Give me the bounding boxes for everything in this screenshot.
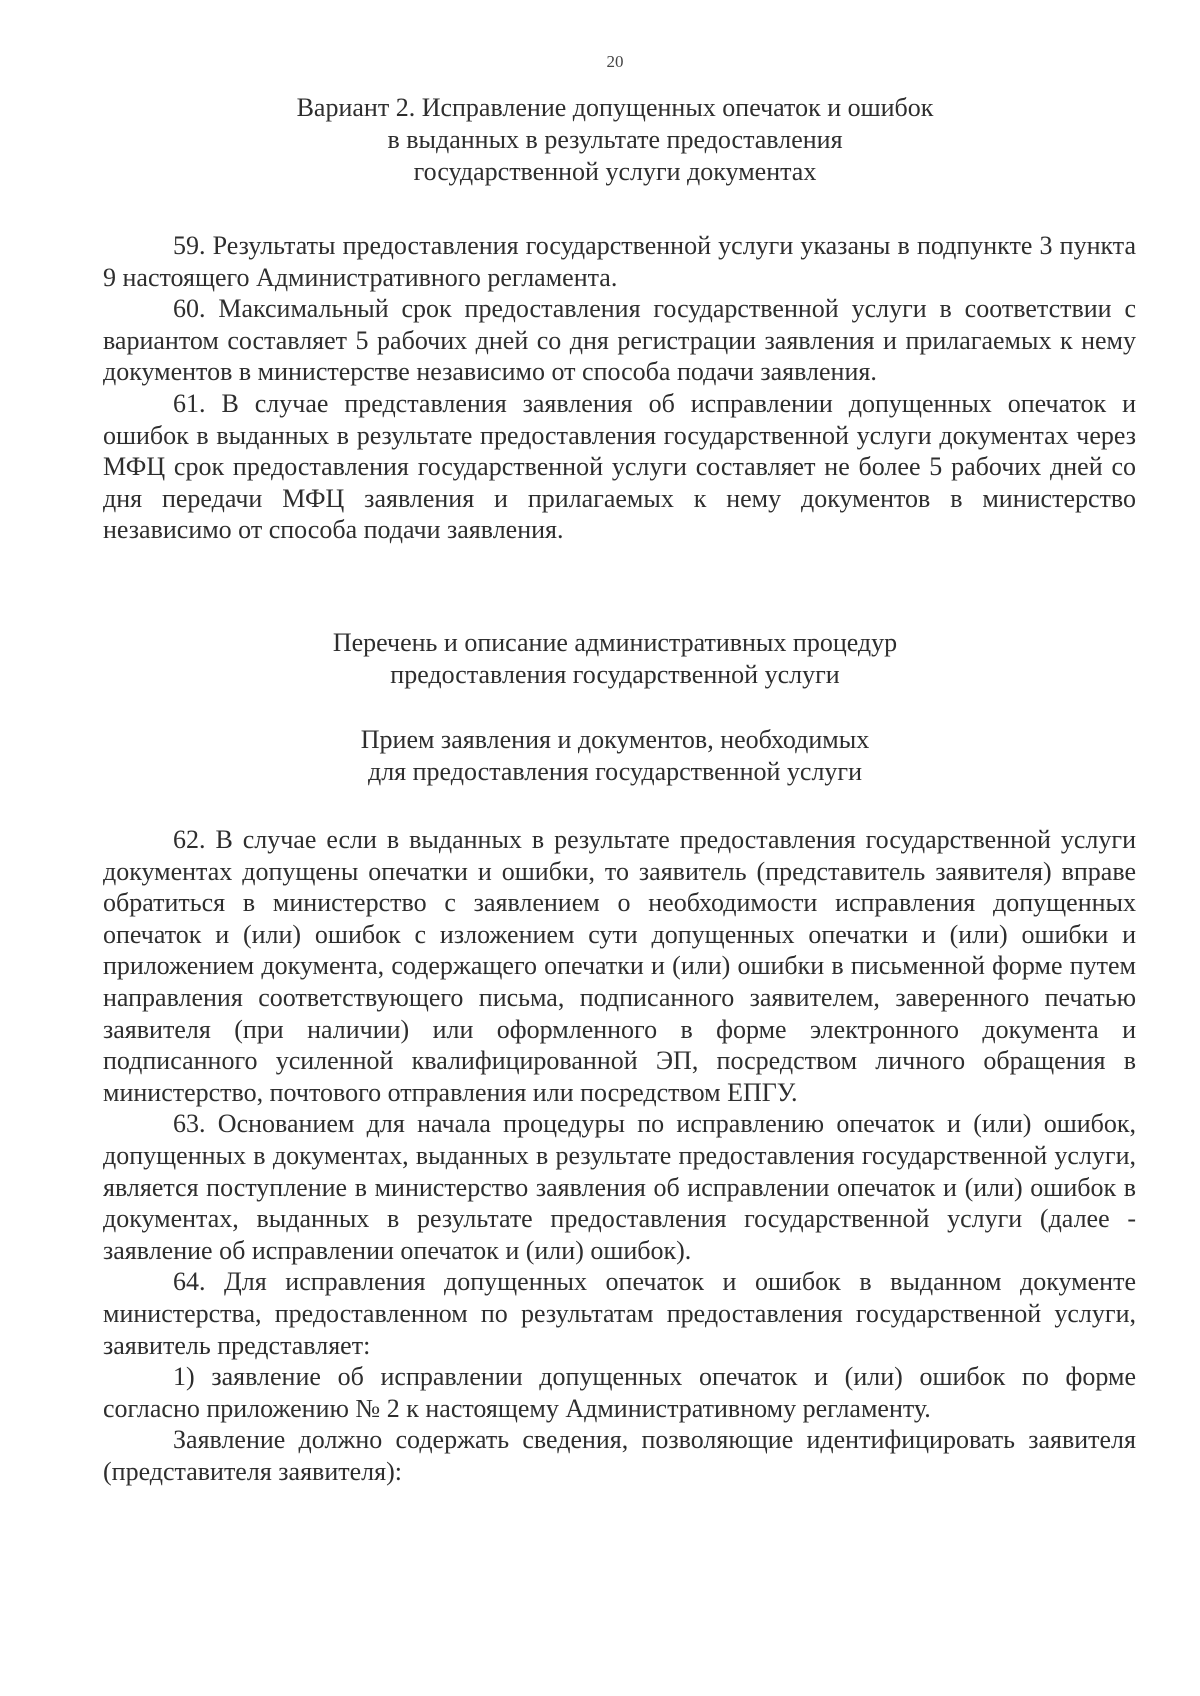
paragraph-62: 62. В случае если в выданных в результате предоставления государственной услуги документах допущены опечатки и ошибки, то заявитель (представитель заявителя) вправе обратиться в министерство с заявлением о необходимости исправления допущенных опечаток и (или) ошибок с изложением сути допущенных опечатки и (или) ошибки и приложением документа, содержащего опечатки и (или) ошибки в письменной форме путем направления соответствующего письма, подписанного заявителем, заверенного печатью заявителя (при наличии) или оформленного в форме электронного документа и подписанного усиленной квалифицированной ЭП, посредством личного обращения в министерство, почтового отправления или посредством ЕПГУ. bbox=[103, 825, 1136, 1107]
paragraph-59: 59. Результаты предоставления государственной услуги указаны в подпункте 3 пункта 9 настоящего Административного регламента. bbox=[103, 231, 1136, 292]
page-number: 20 bbox=[606, 52, 624, 71]
paragraph-61: 61. В случае представления заявления об исправлении допущенных опечаток и ошибок в выданных в результате предоставления государственной услуги документах через МФЦ срок предоставления государственной услуги составляет не более 5 рабочих дней со дня передачи МФЦ заявления и прилагаемых к нему документов в министерство независимо от способа подачи заявления. bbox=[103, 388, 1136, 545]
subitem-1: 1) заявление об исправлении допущенных опечаток и (или) ошибок по форме согласно приложению № 2 к настоящему Административному регламенту. bbox=[103, 1362, 1136, 1423]
heading-line: Вариант 2. Исправление допущенных опечаток и ошибок bbox=[296, 93, 934, 122]
paragraphs-59-61 bbox=[103, 230, 1136, 546]
heading-line: для предоставления государственной услуги bbox=[367, 757, 863, 786]
paragraph-64: 64. Для исправления допущенных опечаток и ошибок в выданном документе министерства, предоставленном по результатам предоставления государственной услуги, заявитель представляет: bbox=[103, 1267, 1136, 1360]
paragraph-63: 63. Основанием для начала процедуры по исправлению опечаток и (или) ошибок, допущенных в документах, выданных в результате предоставления государственной услуги, является поступление в министерство заявления об исправлении опечаток и (или) ошибок в документах, выданных в результате предоставления государственной услуги (далее - заявление об исправлении опечаток и (или) ошибок). bbox=[103, 1109, 1136, 1265]
paragraph-statement-content: Заявление должно содержать сведения, позволяющие идентифицировать заявителя (представителя заявителя): bbox=[103, 1425, 1136, 1486]
heading-line: Перечень и описание административных процедур bbox=[332, 628, 898, 657]
variant-heading bbox=[0, 92, 1200, 188]
heading-line: в выданных в результате предоставления bbox=[387, 125, 843, 154]
paragraphs-62-64 bbox=[103, 824, 1136, 1487]
heading-line: Прием заявления и документов, необходимых bbox=[360, 725, 870, 754]
heading-line: государственной услуги документах bbox=[413, 157, 817, 186]
paragraph-60: 60. Максимальный срок предоставления государственной услуги в соответствии с вариантом составляет 5 рабочих дней со дня регистрации заявления и прилагаемых к нему документов в министерстве независимо от способа подачи заявления. bbox=[103, 294, 1136, 387]
procedures-heading bbox=[0, 627, 1200, 691]
reception-heading bbox=[0, 724, 1200, 788]
heading-line: предоставления государственной услуги bbox=[390, 660, 840, 689]
